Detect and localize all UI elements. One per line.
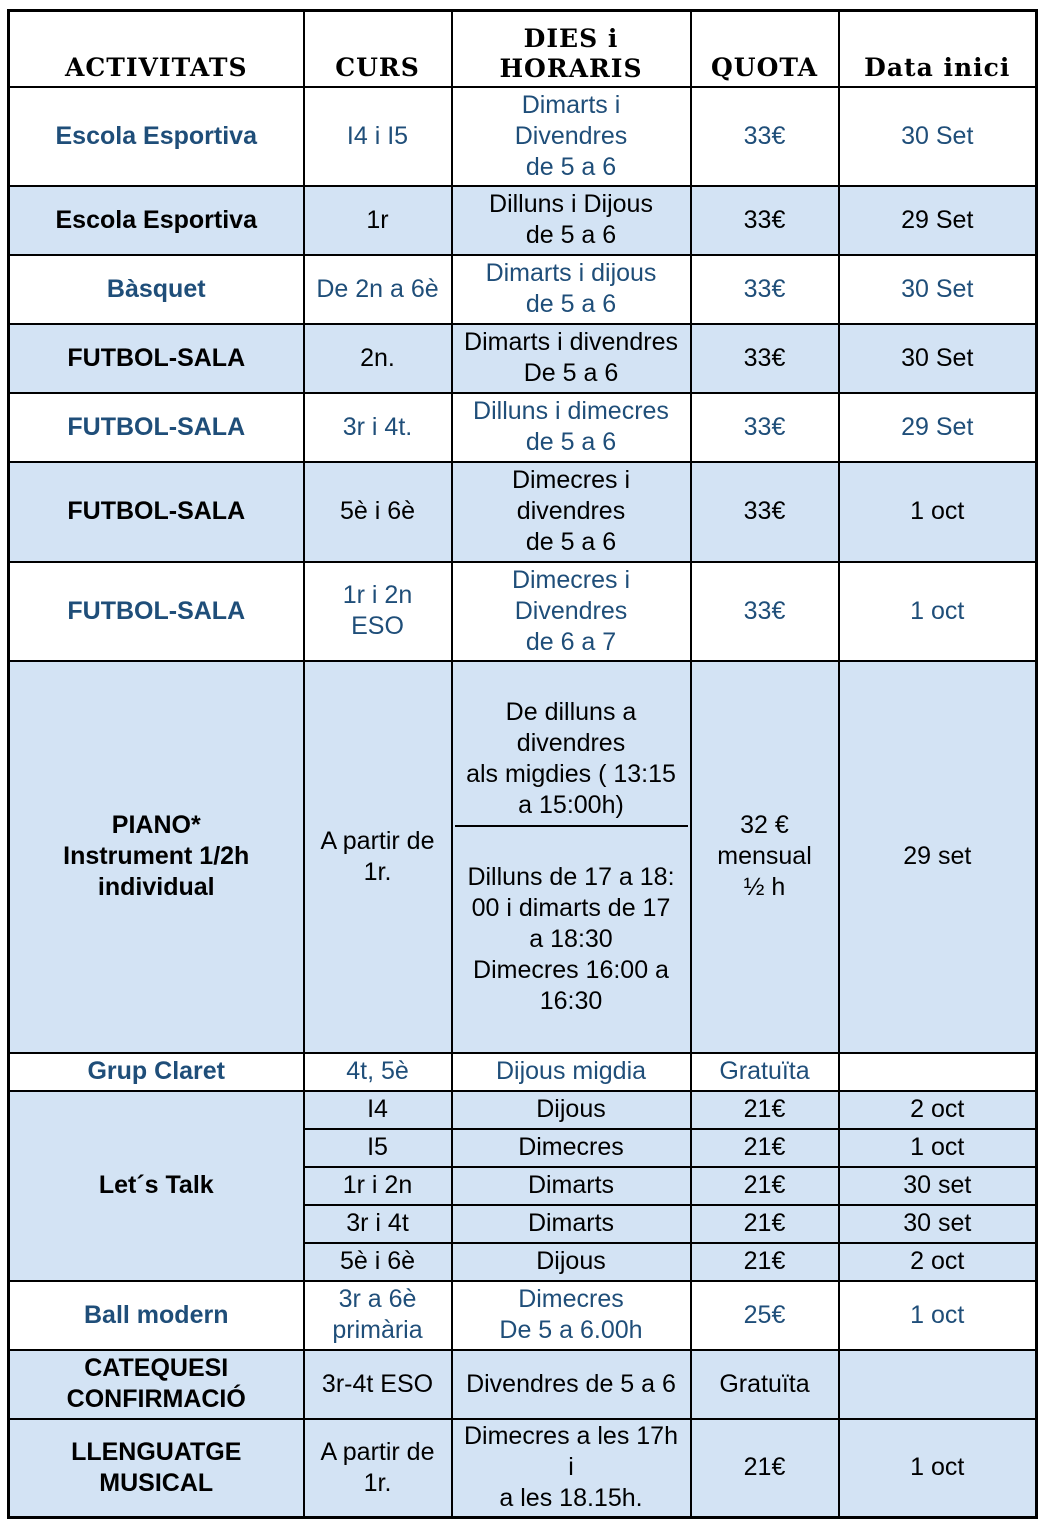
days-cell: Dimecres i Divendres de 6 a 7 [452,562,691,661]
days-cell: Dimecres i divendres de 5 a 6 [452,462,691,562]
activity-cell: FUTBOL-SALA [9,324,304,393]
days-cell: Divendres de 5 a 6 [452,1350,691,1419]
course-cell: A partir de 1r. [304,1419,452,1518]
activity-cell: Let´s Talk [9,1091,304,1281]
table-row [9,1419,1037,1518]
course-cell: 2n. [304,324,452,393]
fee-cell: 25€ [691,1281,839,1350]
course-cell: I4 [304,1091,452,1129]
course-cell: 1r [304,186,452,255]
days-cell [452,661,691,1053]
start-cell: 1 oct [839,562,1037,661]
days-afternoon: Dilluns de 17 a 18: 00 i dimarts de 17 a 18:30 Dimecres 16:00 a 16:30 [467,862,675,1015]
days-cell: Dijous [452,1091,691,1129]
activities-table [7,9,1038,1519]
fee-cell: 21€ [691,1129,839,1167]
fee-cell: 21€ [691,1167,839,1205]
days-cell: Dilluns i dimecres de 5 a 6 [452,393,691,462]
activity-cell: FUTBOL-SALA [9,393,304,462]
table-row [9,393,1037,462]
start-cell: 30 Set [839,324,1037,393]
course-cell: 3r i 4t [304,1205,452,1243]
start-cell: 30 set [839,1167,1037,1205]
table-row [9,1053,1037,1091]
start-cell [839,1053,1037,1091]
header-dies-horaris: DIES i HORARIS [452,11,691,87]
days-midday: De dilluns a divendres als migdies ( 13:15 a 15:00h) [455,693,688,827]
activity-cell: Escola Esportiva [9,87,304,186]
course-cell: 5è i 6è [304,462,452,562]
start-cell: 30 Set [839,87,1037,186]
table-row [9,1091,1037,1129]
course-cell: 4t, 5è [304,1053,452,1091]
days-cell: Dimarts [452,1205,691,1243]
fee-cell: 21€ [691,1419,839,1518]
days-cell: Dimarts i divendres De 5 a 6 [452,324,691,393]
course-cell: I5 [304,1129,452,1167]
header-curs: CURS [304,11,452,87]
header-data-inici: Data inici [839,11,1037,87]
fee-cell: Gratuïta [691,1350,839,1419]
start-cell: 29 Set [839,186,1037,255]
fee-cell: 33€ [691,87,839,186]
table-row [9,1350,1037,1419]
course-cell: 3r a 6è primària [304,1281,452,1350]
days-cell: Dijous [452,1243,691,1281]
course-cell: 5è i 6è [304,1243,452,1281]
days-cell: Dimarts i dijous de 5 a 6 [452,255,691,324]
days-cell: Dijous migdia [452,1053,691,1091]
fee-cell: 32 € mensual ½ h [691,661,839,1053]
fee-cell: 21€ [691,1243,839,1281]
fee-cell: 21€ [691,1205,839,1243]
activity-cell: FUTBOL-SALA [9,462,304,562]
fee-cell: Gratuïta [691,1053,839,1091]
activity-cell: Bàsquet [9,255,304,324]
days-cell: Dilluns i Dijous de 5 a 6 [452,186,691,255]
course-cell: De 2n a 6è [304,255,452,324]
course-cell: 3r-4t ESO [304,1350,452,1419]
course-cell: A partir de 1r. [304,661,452,1053]
start-cell: 29 set [839,661,1037,1053]
fee-cell: 33€ [691,186,839,255]
start-cell: 30 Set [839,255,1037,324]
days-cell: Dimarts [452,1167,691,1205]
start-cell: 2 oct [839,1091,1037,1129]
start-cell: 1 oct [839,1419,1037,1518]
table-row [9,1281,1037,1350]
start-cell: 30 set [839,1205,1037,1243]
days-cell: Dimecres a les 17h i a les 18.15h. [452,1419,691,1518]
table-row-piano [9,661,1037,1053]
activity-cell: Grup Claret [9,1053,304,1091]
fee-cell: 33€ [691,562,839,661]
start-cell: 1 oct [839,462,1037,562]
table-row [9,186,1037,255]
table-row [9,255,1037,324]
course-cell: 1r i 2n ESO [304,562,452,661]
start-cell [839,1350,1037,1419]
days-cell: Dimecres [452,1129,691,1167]
fee-cell: 33€ [691,393,839,462]
table-row [9,324,1037,393]
header-activitats: ACTIVITATS [9,11,304,87]
activity-cell: Escola Esportiva [9,186,304,255]
table-row [9,87,1037,186]
table-row [9,462,1037,562]
header-quota: QUOTA [691,11,839,87]
table-row [9,562,1037,661]
activity-cell: Ball modern [9,1281,304,1350]
start-cell: 1 oct [839,1281,1037,1350]
fee-cell: 33€ [691,324,839,393]
activity-cell: PIANO* Instrument 1/2h individual [9,661,304,1053]
fee-cell: 33€ [691,255,839,324]
start-cell: 29 Set [839,393,1037,462]
start-cell: 2 oct [839,1243,1037,1281]
course-cell: 1r i 2n [304,1167,452,1205]
start-cell: 1 oct [839,1129,1037,1167]
days-cell: Dimarts i Divendres de 5 a 6 [452,87,691,186]
activity-cell: CATEQUESI CONFIRMACIÓ [9,1350,304,1419]
course-cell: 3r i 4t. [304,393,452,462]
header-row [9,11,1037,87]
course-cell: I4 i I5 [304,87,452,186]
activity-cell: FUTBOL-SALA [9,562,304,661]
fee-cell: 33€ [691,462,839,562]
activity-cell: LLENGUATGE MUSICAL [9,1419,304,1518]
days-cell: Dimecres De 5 a 6.00h [452,1281,691,1350]
fee-cell: 21€ [691,1091,839,1129]
